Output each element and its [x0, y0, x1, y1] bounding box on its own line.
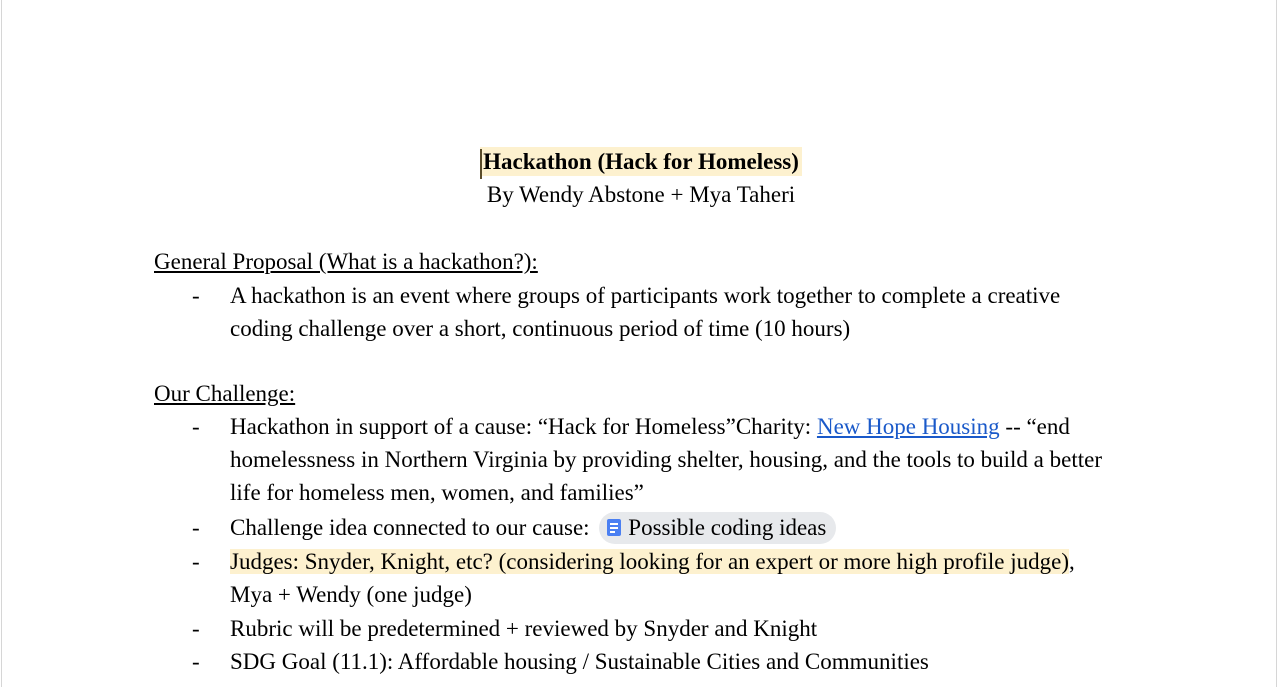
- new-hope-housing-link[interactable]: New Hope Housing: [816, 414, 1000, 439]
- our-challenge-heading: Our Challenge:: [154, 381, 296, 406]
- list-item: [154, 410, 1114, 509]
- bullet-dash: -: [192, 549, 200, 574]
- document-page: [1, 0, 1277, 687]
- doc-icon: [607, 519, 621, 536]
- bullet-dash: -: [192, 283, 200, 308]
- document-byline: By Wendy Abstone + Mya Taheri: [486, 182, 796, 207]
- list-item-text: [230, 410, 1114, 509]
- text-cursor: [480, 149, 482, 179]
- list-item-text: A hackathon is an event where groups of participants work together to complete a creative coding challenge over a short, continuous period of time (10 hours): [230, 283, 1061, 341]
- judges-rest-text: , Mya + Wendy (one judge): [230, 549, 1075, 607]
- bullet-dash: -: [192, 649, 200, 674]
- bullet-dash: -: [192, 414, 200, 439]
- cause-description: -- “end homelessness in Northern Virginia by providing shelter, housing, and the tools to build a better life for homeless men, women, and families”: [230, 414, 1103, 505]
- cause-text: Hackathon in support of a cause: “Hack for Homeless”Charity:: [230, 414, 817, 439]
- list-item: [154, 645, 1114, 678]
- document-title-text: Hackathon (Hack for Homeless): [483, 149, 799, 174]
- list-item: [154, 612, 1114, 645]
- list-item-text: [230, 511, 1114, 544]
- title-line: [2, 145, 1280, 179]
- list-item: [154, 279, 1114, 345]
- chip-label: Possible coding ideas: [628, 515, 827, 540]
- list-item-text: [230, 545, 1114, 611]
- list-item: [154, 545, 1114, 611]
- possible-coding-ideas-chip[interactable]: [599, 512, 836, 544]
- list-item: [154, 511, 1114, 544]
- judges-highlighted-text[interactable]: Judges: Snyder, Knight, etc? (considering looking for an expert or more high profile judge): [230, 549, 1070, 574]
- document-title[interactable]: [480, 147, 802, 176]
- bullet-dash: -: [192, 515, 200, 540]
- list-item-text: SDG Goal (11.1): Affordable housing / Sustainable Cities and Communities: [230, 649, 929, 674]
- bullet-dash: -: [192, 616, 200, 641]
- list-item-text: Rubric will be predetermined + reviewed by Snyder and Knight: [230, 616, 818, 641]
- challenge-idea-text: Challenge idea connected to our cause:: [230, 515, 596, 540]
- general-proposal-heading: General Proposal (What is a hackathon?):: [154, 249, 538, 274]
